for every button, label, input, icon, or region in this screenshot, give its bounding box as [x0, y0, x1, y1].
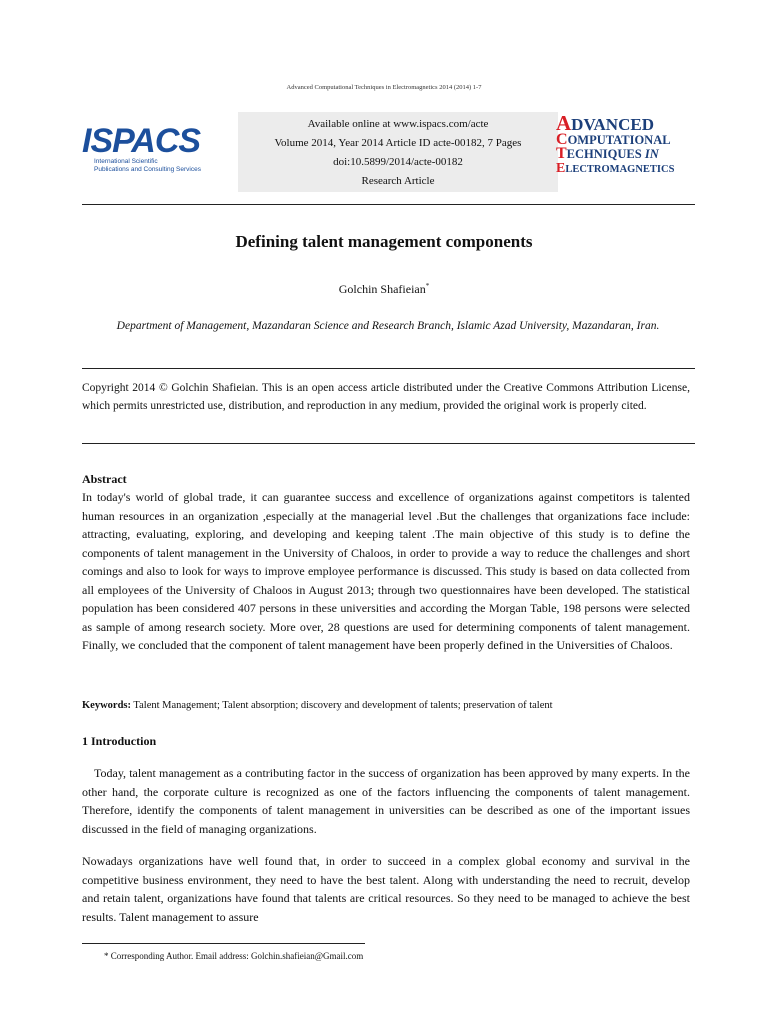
- journal-logo: ADVANCED COMPUTATIONAL TECHNIQUES IN ELECTROMAGNETICS: [556, 111, 675, 176]
- article-info-box: [238, 112, 558, 192]
- journal-citation-line: Advanced Computational Techniques in Electromagnetics 2014 (2014) 1-7: [286, 84, 482, 91]
- introduction-paragraph-1: Today, talent management as a contributing factor in the success of organization has been approved by many experts. In the other hand, the corporate culture is recognized as one of the factors influencing the components of talent management. Therefore, identify the components of talent management in universities can be described as one of the important issues discussed in the field of managing organizations.: [82, 766, 690, 836]
- author-affiliation: Department of Management, Mazandaran Science and Research Branch, Islamic Azad University, Mazandaran, Iran.: [116, 320, 660, 332]
- keywords-text: Talent Management; Talent absorption; discovery and development of talents; preservation of talent: [131, 700, 553, 711]
- abstract-text: In today's world of global trade, it can guarantee success and excellence of organizations against competitors is talented human resources in an organization ,especially at the managerial level .But the challenges that organizations face include: attracting, evaluating, exploring, and developing and keeping talent .The main objective of this study is to define the components of talent management in the University of Chaloos, in order to provide a way to reduce the challenges and short comings and also to look for ways to improve employee performance is discussed. This study is based on data collected from all employees of the University of Chaloos in August 2013; through two questionnaires have been developed. The statistical population has been considered 407 persons in these universities and according the Morgan Table, 198 persons were selected as sample of among research society. More over, 28 questions are used for determining components of talent management. Finally, we concluded that the component of talent management have been properly defined in the Universities of Chaloos.: [82, 490, 690, 652]
- author-name: Golchin Shafieian*: [338, 282, 430, 296]
- paper-title: Defining talent management components: [235, 232, 533, 251]
- doi-line: doi:10.5899/2014/acte-00182: [333, 156, 463, 168]
- article-type-line: Research Article: [361, 175, 435, 187]
- corresponding-author-footnote: * Corresponding Author. Email address: Golchin.shafieian@Gmail.com: [104, 951, 364, 961]
- author-footnote-mark: *: [425, 282, 430, 290]
- keywords-line: [82, 700, 690, 711]
- abstract-heading: Abstract: [82, 472, 127, 486]
- keywords-label: Keywords:: [82, 700, 131, 711]
- footnote-divider: [82, 943, 365, 944]
- introduction-paragraph-2: Nowadays organizations have well found that, in order to succeed in a complex global economy and survival in the competitive business environment, they need to have the best talent. Along with understanding the need to recruit, develop and retain talent, organizations have found that talents are critical resources. So they need to be managed to achieve the best results. Talent management to assure: [82, 854, 690, 924]
- article-header: [72, 112, 696, 192]
- publisher-subtitle-1: International Scientific: [94, 158, 158, 165]
- publisher-subtitle-2: Publications and Consulting Services: [94, 166, 201, 173]
- publisher-logo: [82, 124, 232, 174]
- copyright-notice: Copyright 2014 © Golchin Shafieian. This is an open access article distributed under the Creative Commons Attribution License, which permits unrestricted use, distribution, and reproduction in any medium, provided the original work is properly cited.: [82, 382, 690, 412]
- copyright-top-divider: [82, 368, 695, 369]
- publisher-logo-text: ISPACS: [82, 122, 201, 160]
- volume-line: Volume 2014, Year 2014 Article ID acte-00182, 7 Pages: [274, 137, 522, 149]
- introduction-heading: 1 Introduction: [82, 734, 157, 748]
- copyright-bottom-divider: [82, 443, 695, 444]
- availability-line: Available online at www.ispacs.com/acte: [307, 118, 489, 130]
- header-divider: [82, 204, 695, 205]
